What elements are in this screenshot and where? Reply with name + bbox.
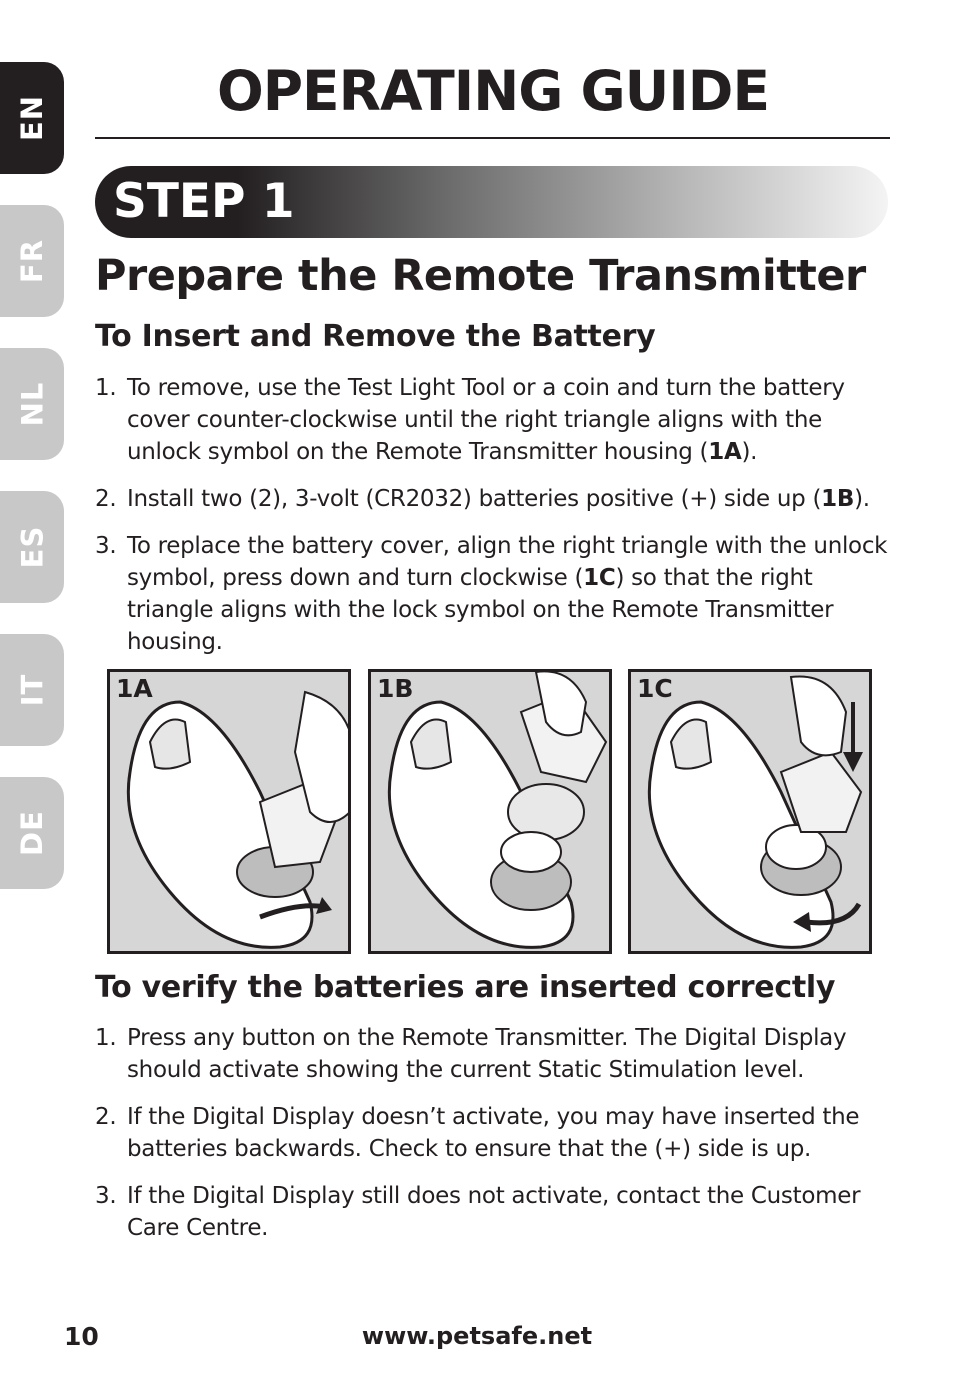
figure-ref: 1C: [583, 565, 616, 591]
figure-ref: 1B: [821, 486, 855, 512]
tab-en-label: EN: [15, 94, 49, 142]
tab-fr-label: FR: [14, 238, 49, 284]
verify-heading: To verify the batteries are inserted correctly: [95, 970, 836, 1005]
remote-illustration: [371, 672, 612, 954]
tab-nl[interactable]: [0, 348, 64, 460]
item-number: 1.: [95, 1025, 117, 1051]
figure-label: 1B: [377, 674, 414, 703]
step-label: STEP 1: [113, 174, 295, 229]
item-number: 2.: [95, 486, 117, 512]
tab-fr[interactable]: [0, 205, 64, 317]
item-number: 1.: [95, 375, 117, 401]
remote-illustration: [631, 672, 872, 954]
figure-1b: [368, 669, 612, 954]
tab-de[interactable]: [0, 777, 64, 889]
remote-illustration: [110, 672, 351, 954]
list-item: [95, 1101, 890, 1165]
tab-it-label: IT: [14, 673, 49, 707]
tab-es[interactable]: [0, 491, 64, 603]
item-number: 3.: [95, 1183, 117, 1209]
item-text-end: ) so that the right triangle aligns with the lock symbol on the Remote Transmitter housing.: [127, 565, 834, 655]
figure-1c: [628, 669, 872, 954]
list-item: [95, 530, 890, 658]
item-text: If the Digital Display still does not activate, contact the Customer Care Centre.: [127, 1183, 861, 1241]
list-item: [95, 372, 890, 468]
tab-es-label: ES: [14, 525, 49, 569]
verify-steps: [95, 1022, 890, 1259]
item-text: Press any button on the Remote Transmitter. The Digital Display should activate showing the current Static Stimulation level.: [127, 1025, 847, 1083]
battery-steps: [95, 372, 890, 673]
figure-label: 1A: [116, 674, 153, 703]
list-item: [95, 483, 890, 515]
item-text: To remove, use the Test Light Tool or a coin and turn the battery cover counter-clockwise until the right triangle aligns with the unlock symbol on the Remote Transmitter housing (: [127, 375, 845, 465]
figure-1a: [107, 669, 351, 954]
tab-it[interactable]: [0, 634, 64, 746]
footer-url[interactable]: www.petsafe.net: [361, 1322, 593, 1350]
title-divider: [95, 137, 890, 139]
tab-en[interactable]: [0, 62, 64, 174]
item-number: 3.: [95, 533, 117, 559]
item-number: 2.: [95, 1104, 117, 1130]
section-title: Prepare the Remote Transmitter: [95, 251, 866, 301]
figure-ref: 1A: [708, 439, 742, 465]
tab-de-label: DE: [14, 810, 49, 856]
item-text: To replace the battery cover, align the right triangle with the unlock symbol, press down and turn clockwise (: [127, 533, 888, 591]
figure-label: 1C: [637, 674, 673, 703]
battery-heading: To Insert and Remove the Battery: [95, 319, 656, 354]
step-banner: [95, 166, 888, 238]
list-item: [95, 1022, 890, 1086]
tab-nl-label: NL: [15, 381, 49, 427]
list-item: [95, 1180, 890, 1244]
page-title: OPERATING GUIDE: [216, 59, 770, 123]
item-text-end: ).: [741, 439, 758, 465]
item-text: If the Digital Display doesn’t activate, you may have inserted the batteries backwards. Check to ensure that the (+) side is up.: [127, 1104, 860, 1162]
page-number: 10: [64, 1322, 99, 1351]
item-text: Install two (2), 3-volt (CR2032) batteries positive (+) side up (: [127, 486, 822, 512]
item-text-end: ).: [854, 486, 870, 512]
